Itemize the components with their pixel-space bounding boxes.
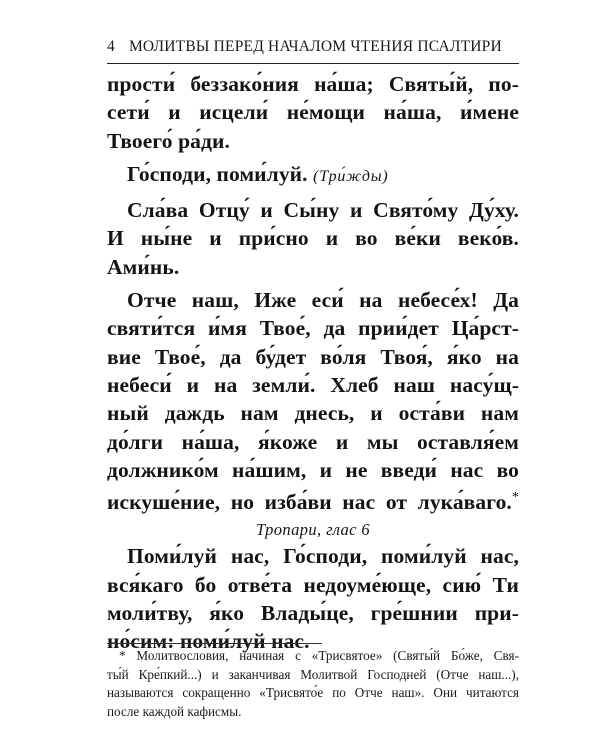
our-father-paragraph <box>107 286 519 516</box>
header-rule <box>107 63 519 64</box>
running-header <box>107 38 519 56</box>
text-line: Сла́ва Отцу́ и Сы́ну и Свято́му Ду́ху. <box>127 198 519 223</box>
footnote-line: после каждой кафисмы. <box>107 704 242 720</box>
text-line: прости́ беззако́ния на́ша; Святы́й, по- <box>107 72 519 96</box>
text-line: сети́ и исцели́ не́мощи на́ша, и́мене <box>107 100 519 125</box>
footnote-rule <box>107 643 322 644</box>
tropari-heading: Тропари, глас 6 <box>255 520 371 540</box>
text-line: Ами́нь. <box>107 254 180 279</box>
text-line: но́сим: поми́луй нас. <box>107 629 310 654</box>
footnote <box>107 647 519 722</box>
running-title: МОЛИТВЫ ПЕРЕД НАЧАЛОМ ЧТЕНИЯ ПСАЛТИРИ <box>128 38 502 55</box>
text-line: должнико́м на́шим, и не введи́ нас во <box>107 457 519 482</box>
text-line: вся́каго бо отве́та недоуме́юще, сию́ Ти <box>107 572 519 597</box>
text-line: моли́тву, я́ко Влады́це, гре́шнии при- <box>107 601 519 626</box>
footnote-line: * Молитвословия, начиная с «Трисвятое» (Святы́й Бо́же, Свя- <box>119 648 519 663</box>
text-line: святи́тся и́мя Твое́, да прии́дет Ца́рст- <box>107 316 519 341</box>
text-line: до́лги на́ша, я́коже и мы оставля́ем <box>107 429 519 454</box>
footnote-marker: * <box>511 490 519 506</box>
text-line: вие Твое́, да бу́дет во́ля Твоя́, я́ко на <box>107 344 519 369</box>
tropar-paragraph-1 <box>107 542 519 655</box>
text-line: И ны́не и при́сно и во ве́ки веко́в. <box>107 226 519 251</box>
text-line: Отче наш, Иже еси́ на небесе́х! Да <box>127 288 519 313</box>
lord-have-mercy-text: Го́споди, поми́луй. <box>127 161 308 186</box>
page-number: 4 <box>107 38 115 55</box>
lord-have-mercy-line <box>107 160 519 191</box>
main-text <box>107 70 519 656</box>
glory-paragraph <box>107 196 519 281</box>
text-line-with-footnote <box>107 484 519 516</box>
text-line: небеси́ и на земли́. Хлеб наш насу́щ- <box>107 372 519 397</box>
footnote-line: ты́й Кре́пкий...) и заканчивая Молитвой Господней (Отче наш...), <box>107 666 519 682</box>
text-line: Твоего́ ра́ди. <box>107 128 230 153</box>
footnote-line: называются сокращенно «Трисвято́е по Отче наш». Они читаются <box>107 685 519 701</box>
text-line: ный даждь нам днесь, и оста́ви нам <box>107 401 519 426</box>
prayer-paragraph-1 <box>107 70 519 155</box>
thrice-note: (Три́жды) <box>313 167 389 185</box>
text-line-content: искуше́ние, но изба́ви нас от лука́ваго. <box>107 490 512 515</box>
text-line: Поми́луй нас, Го́споди, поми́луй нас, <box>127 544 519 569</box>
